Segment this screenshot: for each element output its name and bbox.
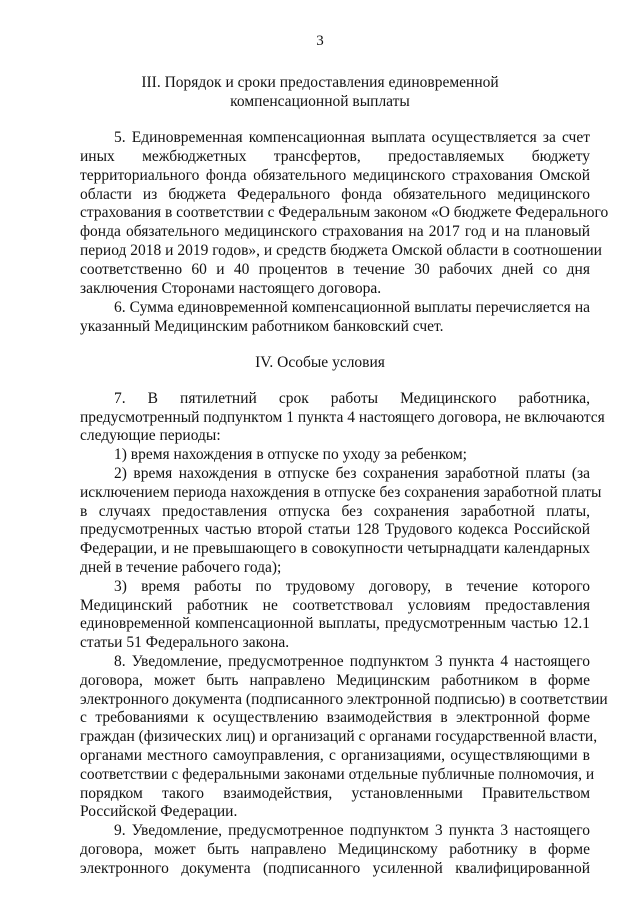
paragraph-7-line: следующие периоды: xyxy=(80,427,221,444)
list-item-1: 1) время нахождения в отпуске по уходу за ребенком; xyxy=(114,446,467,463)
list-item-3-line: 3) время работы по трудовому договору, в течение которого xyxy=(114,578,590,595)
paragraph-5-line: иных межбюджетных трансфертов, предоставляемых бюджету xyxy=(80,148,590,165)
list-item-2-line: 2) время нахождения в отпуске без сохранения заработной платы (за xyxy=(114,465,590,482)
list-item-2-line: в случаях предоставления отпуска без сохранения заработной платы, xyxy=(80,503,590,520)
paragraph-5-line: страхования в соответствии с Федеральным законом «О бюджете Федерального xyxy=(80,204,609,221)
paragraph-9-line: 9. Уведомление, предусмотренное подпунктом 3 пункта 3 настоящего xyxy=(114,822,590,839)
paragraph-7-line: предусмотренный подпунктом 1 пункта 4 настоящего договора, не включаются xyxy=(80,409,605,426)
paragraph-5-line: 5. Единовременная компенсационная выплата осуществляется за счет xyxy=(114,129,590,146)
paragraph-8-line: договора, может быть направлено Медицинским работником в форме xyxy=(80,672,590,689)
paragraph-5-line: заключения Сторонами настоящего договора. xyxy=(80,280,382,297)
paragraph-5-line: территориального фонда обязательного медицинского страхования Омской xyxy=(80,167,590,184)
paragraph-8-line: 8. Уведомление, предусмотренное подпунктом 3 пункта 4 настоящего xyxy=(114,653,590,670)
list-item-3-line: единовременной компенсационной выплаты, предусмотренным частью 12.1 xyxy=(80,615,590,632)
paragraph-8-line: электронного документа (подписанного электронной подписью) в соответствии xyxy=(80,691,608,708)
section-3-title-line-2: компенсационной выплаты xyxy=(230,93,410,110)
paragraph-5-line: фонда обязательного медицинского страхования на 2017 год и на плановый xyxy=(80,223,590,240)
paragraph-6-line: указанный Медицинским работником банковский счет. xyxy=(80,318,444,335)
paragraph-6-line: 6. Сумма единовременной компенсационной выплаты перечисляется на xyxy=(114,299,590,316)
paragraph-7-line: 7. В пятилетний срок работы Медицинского работника, xyxy=(114,390,590,407)
list-item-2-line: Федерации, и не превышающего в совокупности четырнадцати календарных xyxy=(80,540,590,557)
paragraph-8-line: с требованиями к осуществлению взаимодействия в электронной форме xyxy=(80,709,590,726)
paragraph-8-line: Российской Федерации. xyxy=(80,803,238,820)
section-4-title: IV. Особые условия xyxy=(255,354,385,371)
paragraph-5-line: области из бюджета Федерального фонда обязательного медицинского xyxy=(80,186,590,203)
paragraph-8-line: соответствии с федеральными законами отдельные публичные полномочия, и xyxy=(80,766,595,783)
paragraph-9-line: договора, может быть направлено Медицинскому работнику в форме xyxy=(80,841,590,858)
list-item-2-line: дней в течение рабочего года); xyxy=(80,559,282,576)
list-item-2-line: предусмотренных частью второй статьи 128 Трудового кодекса Российской xyxy=(80,521,590,538)
page-number: 3 xyxy=(316,33,324,49)
section-3-title-line-1: III. Порядок и сроки предоставления единовременной xyxy=(141,74,499,91)
paragraph-8-line: граждан (физических лиц) и организаций с органами государственной власти, xyxy=(80,728,598,745)
list-item-3-line: статьи 51 Федерального закона. xyxy=(80,634,290,651)
paragraph-5-line: период 2018 и 2019 годов», и средств бюджета Омской области в соотношении xyxy=(80,242,602,259)
paragraph-8-line: порядком такого взаимодействия, установленными Правительством xyxy=(80,785,590,802)
paragraph-5-line: соответственно 60 и 40 процентов в течение 30 рабочих дней со дня xyxy=(80,261,590,278)
paragraph-8-line: органами местного самоуправления, с организациями, осуществляющими в xyxy=(80,747,590,764)
list-item-2-line: исключением периода нахождения в отпуске без сохранения заработной платы xyxy=(80,484,602,501)
paragraph-9-line: электронного документа (подписанного усиленной квалифицированной xyxy=(80,860,590,877)
list-item-3-line: Медицинский работник не соответствовал условиям предоставления xyxy=(80,597,590,614)
